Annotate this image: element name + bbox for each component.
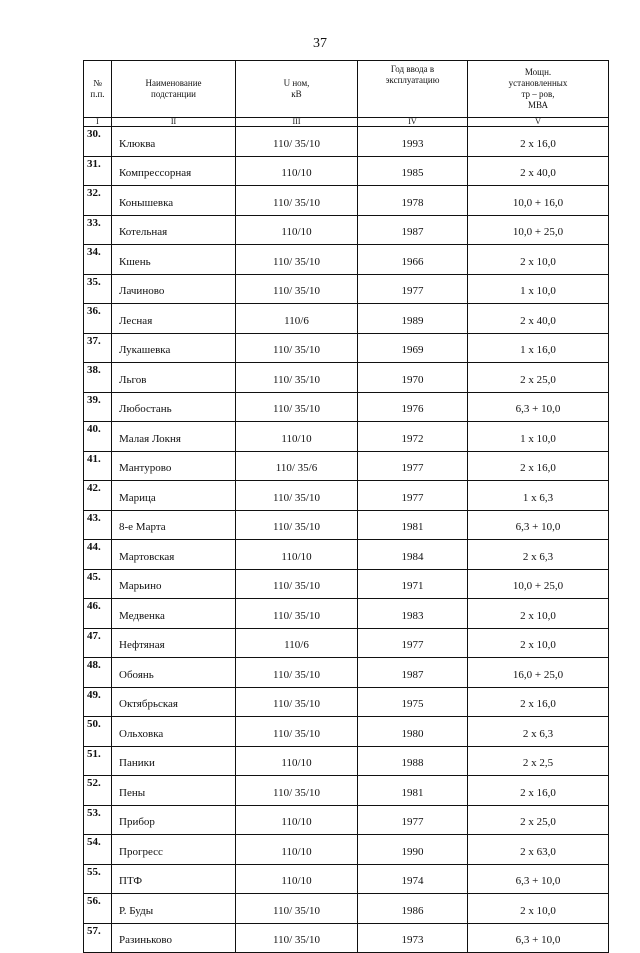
commission-year-cell: 1977 — [358, 805, 468, 835]
substation-name: Кшень — [112, 245, 236, 275]
substations-table — [83, 60, 609, 953]
commission-year-cell: 1993 — [358, 127, 468, 157]
table-row — [84, 599, 609, 629]
power-cell: 6,3 + 10,0 — [468, 392, 609, 422]
row-number: 53. — [84, 805, 112, 835]
row-number: 46. — [84, 599, 112, 629]
table-row — [84, 835, 609, 865]
power-cell: 2 x 25,0 — [468, 363, 609, 393]
substation-name: Прогресс — [112, 835, 236, 865]
voltage-cell: 110/ 35/10 — [236, 333, 358, 363]
row-number: 50. — [84, 717, 112, 747]
table-header-row — [84, 61, 609, 118]
header-voltage: U ном, кВ — [236, 61, 358, 118]
voltage-cell: 110/10 — [236, 215, 358, 245]
table-row — [84, 274, 609, 304]
table-row — [84, 422, 609, 452]
voltage-cell: 110/6 — [236, 628, 358, 658]
substation-name: Лукашевка — [112, 333, 236, 363]
table-row — [84, 894, 609, 924]
commission-year-cell: 1972 — [358, 422, 468, 452]
power-cell: 2 x 10,0 — [468, 894, 609, 924]
voltage-cell: 110/ 35/10 — [236, 894, 358, 924]
commission-year-cell: 1978 — [358, 186, 468, 216]
row-number: 47. — [84, 628, 112, 658]
voltage-cell: 110/ 35/10 — [236, 363, 358, 393]
commission-year-cell: 1981 — [358, 776, 468, 806]
commission-year-cell: 1990 — [358, 835, 468, 865]
substation-name: Марица — [112, 481, 236, 511]
power-cell: 2 x 10,0 — [468, 599, 609, 629]
voltage-cell: 110/ 35/10 — [236, 186, 358, 216]
substation-name: Обоянь — [112, 658, 236, 688]
table-row — [84, 510, 609, 540]
row-number: 52. — [84, 776, 112, 806]
substation-name: Мартовская — [112, 540, 236, 570]
voltage-cell: 110/10 — [236, 864, 358, 894]
power-cell: 6,3 + 10,0 — [468, 923, 609, 953]
power-cell: 2 x 40,0 — [468, 156, 609, 186]
voltage-cell: 110/ 35/10 — [236, 274, 358, 304]
commission-year-cell: 1971 — [358, 569, 468, 599]
table-row — [84, 186, 609, 216]
roman-2: II — [112, 118, 236, 127]
commission-year-cell: 1974 — [358, 864, 468, 894]
voltage-cell: 110/ 35/10 — [236, 245, 358, 275]
table-row — [84, 333, 609, 363]
substation-name: Разиньково — [112, 923, 236, 953]
substation-name: Льгов — [112, 363, 236, 393]
voltage-cell: 110/ 35/10 — [236, 658, 358, 688]
power-cell: 2 x 6,3 — [468, 717, 609, 747]
voltage-cell: 110/ 35/10 — [236, 510, 358, 540]
row-number: 57. — [84, 923, 112, 953]
roman-5: V — [468, 118, 609, 127]
page-number: 37 — [313, 36, 327, 51]
substation-name: Лесная — [112, 304, 236, 334]
roman-4: IV — [358, 118, 468, 127]
row-number: 43. — [84, 510, 112, 540]
table-row — [84, 628, 609, 658]
power-cell: 1 x 6,3 — [468, 481, 609, 511]
table-row — [84, 156, 609, 186]
substation-name: ПТФ — [112, 864, 236, 894]
power-cell: 2 x 6,3 — [468, 540, 609, 570]
substation-name: Медвенка — [112, 599, 236, 629]
table-row — [84, 658, 609, 688]
row-number: 34. — [84, 245, 112, 275]
voltage-cell: 110/10 — [236, 746, 358, 776]
substation-name: Марьино — [112, 569, 236, 599]
roman-3: III — [236, 118, 358, 127]
table-row — [84, 805, 609, 835]
voltage-cell: 110/ 35/10 — [236, 127, 358, 157]
substation-name: 8-е Марта — [112, 510, 236, 540]
row-number: 42. — [84, 481, 112, 511]
commission-year-cell: 1984 — [358, 540, 468, 570]
power-cell: 10,0 + 25,0 — [468, 215, 609, 245]
power-cell: 2 x 16,0 — [468, 127, 609, 157]
commission-year-cell: 1987 — [358, 215, 468, 245]
substation-name: Малая Локня — [112, 422, 236, 452]
table-row — [84, 215, 609, 245]
table-row — [84, 864, 609, 894]
voltage-cell: 110/ 35/6 — [236, 451, 358, 481]
substation-name: Любостань — [112, 392, 236, 422]
table-row — [84, 687, 609, 717]
power-cell: 2 x 25,0 — [468, 805, 609, 835]
power-cell: 1 x 10,0 — [468, 274, 609, 304]
voltage-cell: 110/10 — [236, 156, 358, 186]
row-number: 55. — [84, 864, 112, 894]
power-cell: 2 x 2,5 — [468, 746, 609, 776]
commission-year-cell: 1966 — [358, 245, 468, 275]
power-cell: 1 x 10,0 — [468, 422, 609, 452]
voltage-cell: 110/10 — [236, 805, 358, 835]
substation-name: Паники — [112, 746, 236, 776]
header-power: Мощн. установленных тр – ров, МВА — [468, 61, 609, 118]
commission-year-cell: 1975 — [358, 687, 468, 717]
row-number: 45. — [84, 569, 112, 599]
commission-year-cell: 1977 — [358, 481, 468, 511]
voltage-cell: 110/ 35/10 — [236, 599, 358, 629]
roman-1: I — [84, 118, 112, 127]
power-cell: 2 x 10,0 — [468, 628, 609, 658]
commission-year-cell: 1973 — [358, 923, 468, 953]
voltage-cell: 110/ 35/10 — [236, 717, 358, 747]
power-cell: 6,3 + 10,0 — [468, 864, 609, 894]
substation-name: Конышевка — [112, 186, 236, 216]
row-number: 37. — [84, 333, 112, 363]
table-row — [84, 540, 609, 570]
table-row — [84, 746, 609, 776]
commission-year-cell: 1986 — [358, 894, 468, 924]
commission-year-cell: 1989 — [358, 304, 468, 334]
substation-name: Октябрьская — [112, 687, 236, 717]
row-number: 51. — [84, 746, 112, 776]
commission-year-cell: 1977 — [358, 628, 468, 658]
row-number: 33. — [84, 215, 112, 245]
voltage-cell: 110/6 — [236, 304, 358, 334]
commission-year-cell: 1977 — [358, 274, 468, 304]
substation-name: Пены — [112, 776, 236, 806]
header-num: № п.п. — [84, 61, 112, 118]
power-cell: 16,0 + 25,0 — [468, 658, 609, 688]
commission-year-cell: 1988 — [358, 746, 468, 776]
row-number: 30. — [84, 127, 112, 157]
table-row — [84, 717, 609, 747]
voltage-cell: 110/10 — [236, 835, 358, 865]
substation-name: Нефтяная — [112, 628, 236, 658]
voltage-cell: 110/ 35/10 — [236, 776, 358, 806]
row-number: 31. — [84, 156, 112, 186]
table-row — [84, 451, 609, 481]
header-year: Год ввода в эксплуатацию — [358, 61, 468, 118]
commission-year-cell: 1983 — [358, 599, 468, 629]
substation-name: Мантурово — [112, 451, 236, 481]
table-row — [84, 923, 609, 953]
power-cell: 2 x 16,0 — [468, 776, 609, 806]
voltage-cell: 110/ 35/10 — [236, 923, 358, 953]
table-row — [84, 569, 609, 599]
substation-name: Прибор — [112, 805, 236, 835]
power-cell: 1 x 16,0 — [468, 333, 609, 363]
row-number: 48. — [84, 658, 112, 688]
voltage-cell: 110/ 35/10 — [236, 392, 358, 422]
row-number: 38. — [84, 363, 112, 393]
commission-year-cell: 1977 — [358, 451, 468, 481]
row-number: 32. — [84, 186, 112, 216]
row-number: 40. — [84, 422, 112, 452]
header-name: Наименование подстанции — [112, 61, 236, 118]
power-cell: 2 x 10,0 — [468, 245, 609, 275]
power-cell: 2 x 16,0 — [468, 451, 609, 481]
row-number: 35. — [84, 274, 112, 304]
substation-name: Компрессорная — [112, 156, 236, 186]
table-row — [84, 776, 609, 806]
commission-year-cell: 1976 — [358, 392, 468, 422]
row-number: 41. — [84, 451, 112, 481]
row-number: 49. — [84, 687, 112, 717]
power-cell: 2 x 63,0 — [468, 835, 609, 865]
substation-name: Р. Буды — [112, 894, 236, 924]
commission-year-cell: 1980 — [358, 717, 468, 747]
commission-year-cell: 1985 — [358, 156, 468, 186]
voltage-cell: 110/10 — [236, 540, 358, 570]
commission-year-cell: 1981 — [358, 510, 468, 540]
column-numbering-row — [84, 118, 609, 127]
commission-year-cell: 1970 — [358, 363, 468, 393]
voltage-cell: 110/ 35/10 — [236, 481, 358, 511]
table-row — [84, 363, 609, 393]
power-cell: 10,0 + 16,0 — [468, 186, 609, 216]
table-row — [84, 481, 609, 511]
row-number: 54. — [84, 835, 112, 865]
power-cell: 10,0 + 25,0 — [468, 569, 609, 599]
voltage-cell: 110/ 35/10 — [236, 569, 358, 599]
row-number: 56. — [84, 894, 112, 924]
table-row — [84, 127, 609, 157]
commission-year-cell: 1987 — [358, 658, 468, 688]
row-number: 36. — [84, 304, 112, 334]
substation-name: Клюква — [112, 127, 236, 157]
substation-name: Котельная — [112, 215, 236, 245]
table-row — [84, 392, 609, 422]
row-number: 44. — [84, 540, 112, 570]
power-cell: 2 x 40,0 — [468, 304, 609, 334]
voltage-cell: 110/10 — [236, 422, 358, 452]
table-row — [84, 245, 609, 275]
voltage-cell: 110/ 35/10 — [236, 687, 358, 717]
table-row — [84, 304, 609, 334]
power-cell: 6,3 + 10,0 — [468, 510, 609, 540]
substation-name: Ольховка — [112, 717, 236, 747]
substation-name: Лачиново — [112, 274, 236, 304]
power-cell: 2 x 16,0 — [468, 687, 609, 717]
commission-year-cell: 1969 — [358, 333, 468, 363]
row-number: 39. — [84, 392, 112, 422]
